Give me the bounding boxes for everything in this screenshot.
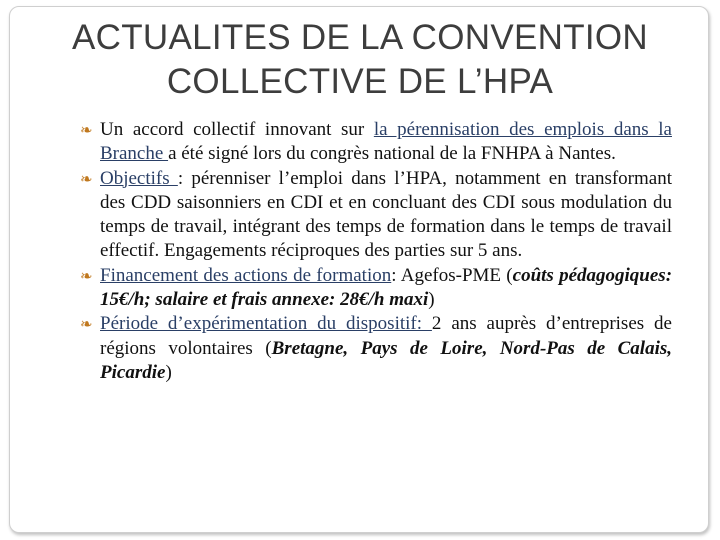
- bullet-text: ): [165, 361, 172, 383]
- bullet-marker-icon: ❧: [80, 266, 93, 285]
- title-line-2: COLLECTIVE DE L’HPA: [166, 62, 554, 101]
- bullet-text: ): [428, 289, 435, 311]
- bullet-marker-icon: ❧: [80, 121, 93, 139]
- bullet-periode: [80, 312, 672, 385]
- bullet-list: [80, 118, 672, 385]
- bullet-text: : Agefos-PME (: [391, 264, 513, 286]
- bullet-text: : pérenniser l’emploi dans l’HPA, notamment en transformant des CDD saisonniers en CDI et en concluant des CDI sous modulation du temps de travail, intégrant des temps de formation dans le temps de travail effectif. Engagements réciproques des parties sur 5 ans.: [100, 167, 672, 262]
- underlined-text: la pérennisation des emplois dans la Branche: [100, 119, 672, 165]
- bullet-objectifs: [80, 167, 672, 264]
- bullet-marker-icon: ❧: [80, 169, 93, 188]
- slide-title: [0, 16, 720, 104]
- title-line-1: ACTUALITES DE LA CONVENTION: [72, 18, 648, 57]
- underlined-text: Financement des actions de formation: [100, 264, 392, 286]
- underlined-text: Période d’expérimentation du dispositif:: [100, 313, 432, 335]
- italic-text: coûts pédagogiques: 15€/h; salaire et frais annexe: 28€/h maxi: [100, 264, 673, 311]
- bullet-text: 2 ans auprès d’entreprises de régions volontaires (: [100, 313, 672, 359]
- bullet-text: a été signé lors du congrès national de la FNHPA à Nantes.: [168, 143, 616, 165]
- bullet-text: Un accord collectif innovant sur: [100, 119, 374, 140]
- bullet-financement: [80, 264, 672, 313]
- italic-text: Bretagne, Pays de Loire, Nord-Pas de Calais, Picardie: [100, 337, 673, 383]
- bullet-accord: [80, 118, 672, 167]
- underlined-text: Objectifs: [100, 167, 178, 189]
- bullet-marker-icon: ❧: [80, 315, 93, 334]
